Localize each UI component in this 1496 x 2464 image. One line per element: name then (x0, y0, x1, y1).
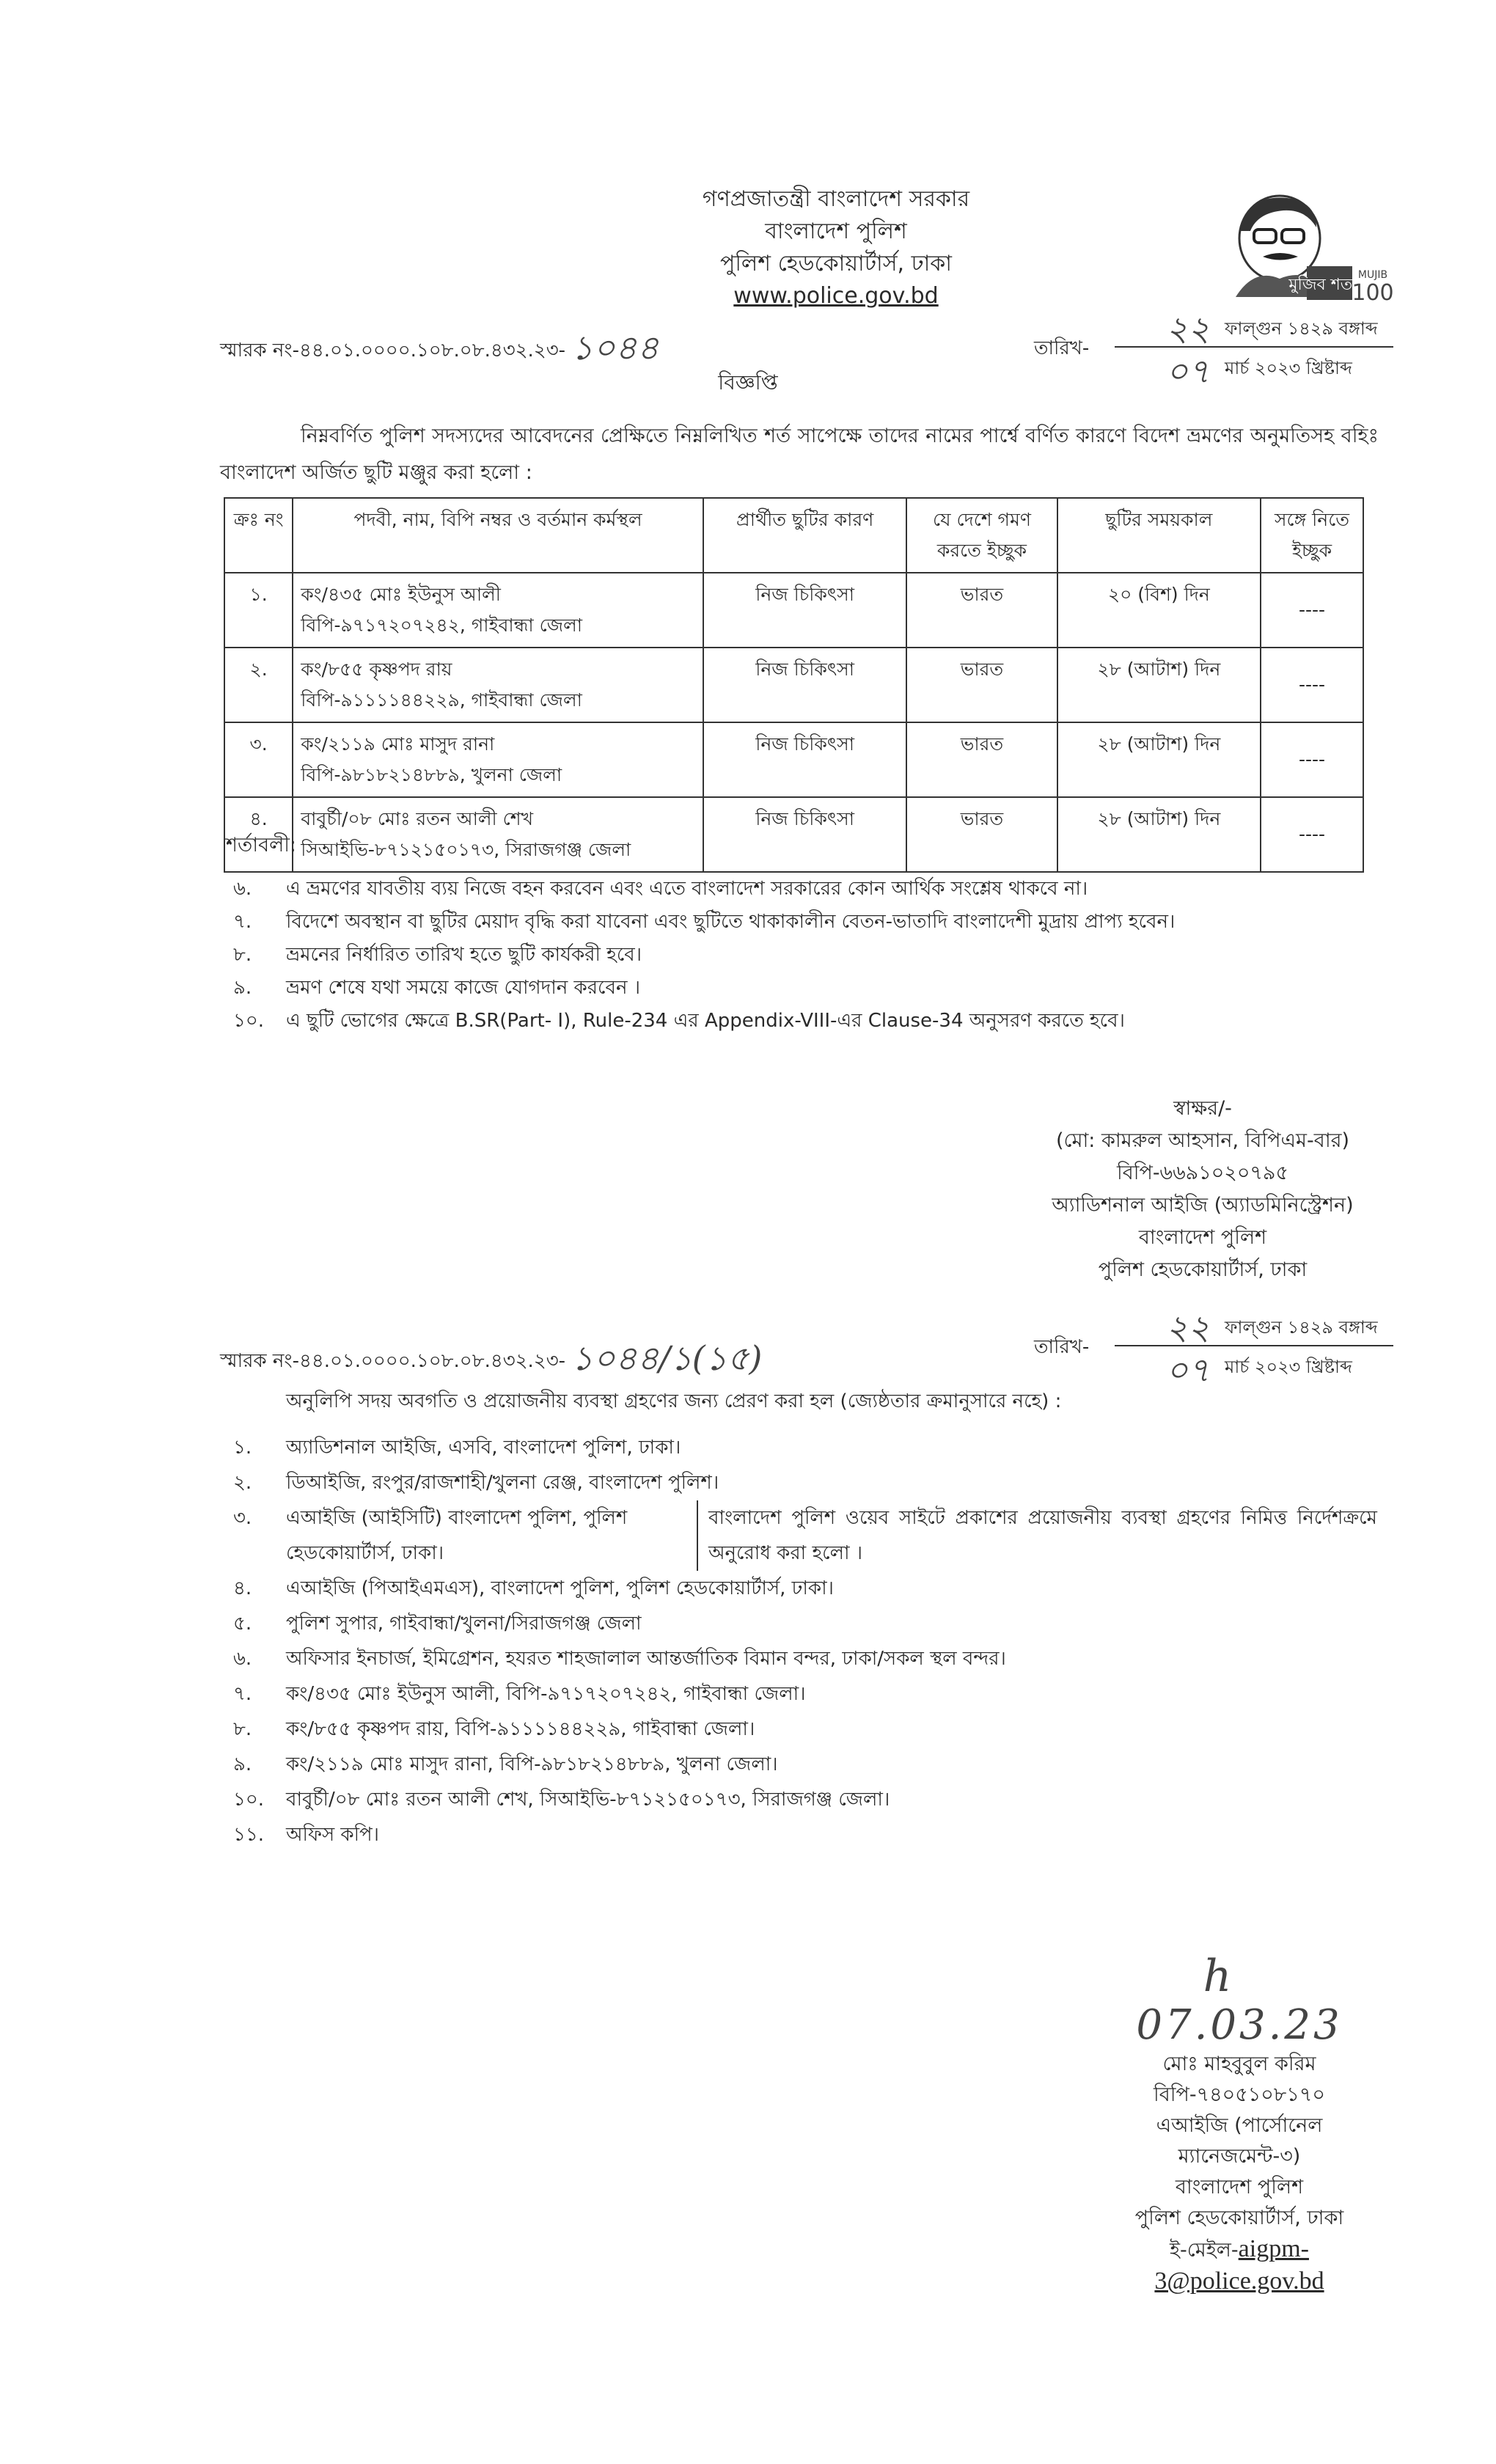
copy-text: কং/৮৫৫ কৃষ্ণপদ রায়, বিপি-৯১১১১৪৪২২৯, গাইবান্ধা জেলা। (286, 1718, 755, 1740)
copy-text: অফিস কপি। (286, 1824, 379, 1846)
email-link[interactable]: aigpm-3@police.gov.bd (1154, 2235, 1324, 2295)
cell-companion: ---- (1261, 722, 1363, 797)
cell-duration: ২৮ (আটাশ) দিন (1057, 722, 1261, 797)
copy-text: অ্যাডিশনাল আইজি, এসবি, বাংলাদেশ পুলিশ, ঢাকা। (286, 1437, 681, 1459)
cell-duration: ২৮ (আটাশ) দিন (1057, 797, 1261, 872)
copy-intro: অনুলিপি সদয় অবগতি ও প্রয়োজনীয় ব্যবস্থা গ্রহণের জন্য প্রেরণ করা হল (জ্যেষ্ঠতার ক্রমানুসারে নহে) : (286, 1390, 1062, 1412)
condition-item (233, 873, 1377, 906)
table-row (224, 797, 1363, 872)
condition-item (233, 1005, 1377, 1038)
copy-number: ১১. (233, 1824, 265, 1846)
cell-reason: নিজ চিকিৎসা (703, 797, 906, 872)
memo-number-copy (220, 1333, 762, 1389)
copy-note: বাংলাদেশ পুলিশ ওয়েব সাইটে প্রকাশের প্রয়োজনীয় ব্যবস্থা গ্রহণের নিমিত্ত নির্দেশক্রমে অনুরোধ করা হলো । (708, 1507, 1377, 1564)
copy-number: ৫. (233, 1613, 252, 1635)
signature-block-secondary (1100, 1951, 1379, 2298)
signature-block-primary (1012, 1093, 1393, 1286)
english-day-handwritten: ০৭ (1166, 1350, 1210, 1390)
signed-mark: স্বাক্ষর/- (1173, 1097, 1232, 1120)
letterhead (572, 183, 1100, 312)
cell-serial: ২. (224, 648, 293, 722)
copy-text: পুলিশ সুপার, গাইবান্ধা/খুলনা/সিরাজগঞ্জ জেলা (286, 1613, 642, 1635)
cell-reason: নিজ চিকিৎসা (703, 573, 906, 648)
officer-bp-station: বিপি-৯৭১৭২০৭২৪২, গাইবান্ধা জেলা (301, 615, 583, 636)
signatory-name: মোঃ মাহবুবুল করিম (1162, 2053, 1316, 2075)
copy-item (233, 1641, 1377, 1676)
copy-text: কং/২১১৯ মোঃ মাসুদ রানা, বিপি-৯৮১৮২১৪৮৮৯, খুলনা জেলা। (286, 1753, 778, 1775)
english-month-year: মার্চ ২০২৩ খ্রিষ্টাব্দ (1225, 358, 1352, 378)
copy-number: ৩. (233, 1507, 252, 1529)
svg-text:মুজিব শতবর্ষ: মুজিব শতবর্ষ (1288, 276, 1371, 294)
copy-item (233, 1465, 1377, 1500)
cell-duration: ২০ (বিশ) দিন (1057, 573, 1261, 648)
condition-text: ভ্রমণ শেষে যথা সময়ে কাজে যোগদান করবেন । (286, 977, 641, 999)
condition-number: ১০. (233, 1010, 265, 1032)
condition-text: ভ্রমনের নির্ধারিত তারিখ হতে ছুটি কার্যকরী হবে। (286, 944, 642, 966)
condition-number: ৭. (233, 911, 252, 933)
officer-name: কং/৮৫৫ কৃষ্ণপদ রায় (301, 659, 452, 680)
copy-text: বাবুর্চী/০৮ মোঃ রতন আলী শেখ, সিআইভি-৮৭১২১৫০১৭৩, সিরাজগঞ্জ জেলা। (286, 1789, 890, 1811)
condition-item (233, 939, 1377, 972)
bengali-month-year: ফাল্গুন ১৪২৯ বঙ্গাব্দ (1225, 318, 1378, 339)
english-day-handwritten: ০৭ (1166, 351, 1210, 391)
bengali-day-handwritten: ২২ (1166, 309, 1210, 348)
copy-number: ৭. (233, 1683, 252, 1705)
officer-name: বাবুর্চী/০৮ মোঃ রতন আলী শেখ (301, 808, 534, 829)
column-header: প্রার্থীত ছুটির কারণ (703, 498, 906, 573)
signatory-office: পুলিশ হেডকোয়ার্টার্স, ঢাকা (1098, 1258, 1308, 1281)
copy-number: ১. (233, 1437, 252, 1459)
english-month-year: মার্চ ২০২৩ খ্রিষ্টাব্দ (1225, 1357, 1352, 1377)
condition-number: ৮. (233, 944, 252, 966)
cell-companion: ---- (1261, 648, 1363, 722)
government-name: গণপ্রজাতন্ত্রী বাংলাদেশ সরকার (702, 186, 970, 212)
signatory-email-line (1100, 2234, 1379, 2298)
copy-text: এআইজি (আইসিটি) বাংলাদেশ পুলিশ, পুলিশ হেডকোয়ার্টার্স, ঢাকা। (286, 1500, 698, 1571)
officer-name: কং/৪৩৫ মোঃ ইউনুস আলী (301, 584, 501, 605)
copy-item (233, 1782, 1377, 1817)
table-row (224, 722, 1363, 797)
signatory-name: (মো: কামরুল আহসান, বিপিএম-বার) (1055, 1129, 1350, 1152)
copy-number: ১০. (233, 1789, 265, 1811)
table-header-row (224, 498, 1363, 573)
date-divider (1115, 1345, 1393, 1346)
column-header: সঙ্গে নিতে ইচ্ছুক (1261, 498, 1363, 573)
bengali-day-handwritten: ২২ (1166, 1308, 1210, 1347)
copy-text: অফিসার ইনচার্জ, ইমিগ্রেশন, হযরত শাহজালাল আন্তর্জাতিক বিমান বন্দর, ঢাকা/সকল স্থল বন্দর। (286, 1648, 1006, 1670)
copy-number: ২. (233, 1472, 252, 1494)
signatory-org: বাংলাদেশ পুলিশ (1175, 2176, 1304, 2199)
copy-text: এআইজি (পিআইএমএস), বাংলাদেশ পুলিশ, পুলিশ হেডকোয়ার্টার্স, ঢাকা। (286, 1577, 834, 1599)
notice-title: বিজ্ঞপ্তি (718, 370, 778, 395)
cell-officer (293, 797, 703, 872)
column-header: যে দেশে গমণ করতে ইচ্ছুক (906, 498, 1057, 573)
cell-officer (293, 722, 703, 797)
cell-country: ভারত (906, 573, 1057, 648)
table-row (224, 648, 1363, 722)
cell-reason: নিজ চিকিৎসা (703, 648, 906, 722)
intro-paragraph: নিম্নবর্ণিত পুলিশ সদস্যদের আবেদনের প্রেক্ষিতে নিম্নলিখিত শর্ত সাপেক্ষে তাদের নামের পার্শ্বে বর্ণিত কারণে বিদেশ ভ্রমণের অনুমতিসহ বহিঃ বাংলাদেশ অর্জিত ছুটি মঞ্জুর করা হলো : (220, 425, 1379, 484)
conditions-title: শর্তাবলী: (226, 834, 297, 857)
signatory-office: পুলিশ হেডকোয়ার্টার্স, ঢাকা (1134, 2207, 1344, 2229)
signatory-bp: বিপি-৬৬৯১০২০৭৯৫ (1117, 1162, 1288, 1184)
handwritten-initial: h (1203, 1951, 1232, 2002)
copy-item (233, 1817, 1377, 1852)
email-label: ই-মেইল- (1170, 2239, 1239, 2262)
conditions-list (233, 873, 1377, 1038)
bengali-month-year: ফাল্গুন ১৪২৯ বঙ্গাব্দ (1225, 1317, 1378, 1338)
cell-serial: ৩. (224, 722, 293, 797)
officer-name: কং/২১১৯ মোঃ মাসুদ রানা (301, 733, 495, 755)
cell-serial: ১. (224, 573, 293, 648)
officer-bp-station: সিআইভি-৮৭১২১৫০১৭৩, সিরাজগঞ্জ জেলা (301, 839, 631, 860)
cell-duration: ২৮ (আটাশ) দিন (1057, 648, 1261, 722)
memo-handwritten-number: ১০৪৪/১(১৫) (571, 1338, 763, 1378)
signatory-bp: বিপি-৭৪০৫১০৮১৭০ (1154, 2083, 1325, 2106)
office-name: পুলিশ হেডকোয়ার্টার্স, ঢাকা (719, 251, 952, 276)
officer-bp-station: বিপি-৯১১১১৪৪২২৯, গাইবান্ধা জেলা (301, 689, 582, 711)
column-header: ছুটির সময়কাল (1057, 498, 1261, 573)
copy-text: ডিআইজি, রংপুর/রাজশাহী/খুলনা রেঞ্জ, বাংলাদেশ পুলিশ। (286, 1472, 719, 1494)
svg-text:MUJIB: MUJIB (1357, 269, 1388, 281)
memo-handwritten-number: ১০৪৪ (571, 328, 659, 367)
copy-number: ৮. (233, 1718, 252, 1740)
cell-companion: ---- (1261, 797, 1363, 872)
condition-text: বিদেশে অবস্থান বা ছুটির মেয়াদ বৃদ্ধি করা যাবেনা এবং ছুটিতে থাকাকালীন বেতন-ভাতাদি বাংলাদেশী মুদ্রায় প্রাপ্য হবেন। (286, 911, 1176, 933)
cell-officer (293, 573, 703, 648)
copy-text: কং/৪৩৫ মোঃ ইউনুস আলী, বিপি-৯৭১৭২০৭২৪২, গাইবান্ধা জেলা। (286, 1683, 806, 1705)
signatory-designation: এআইজি (পার্সোনেল ম্যানেজমেন্ট-৩) (1156, 2114, 1323, 2168)
cell-officer (293, 648, 703, 722)
copy-number: ৪. (233, 1577, 252, 1599)
copy-number: ৬. (233, 1648, 252, 1670)
copy-item (233, 1676, 1377, 1712)
copy-item (233, 1606, 1377, 1641)
mujib-100-logo-icon (1217, 187, 1393, 304)
condition-item (233, 906, 1377, 939)
leave-table (224, 497, 1364, 873)
cell-country: ভারত (906, 722, 1057, 797)
copy-item (233, 1500, 1377, 1571)
condition-number: ৯. (233, 977, 252, 999)
condition-text: এ ভ্রমণের যাবতীয় ব্যয় নিজে বহন করবেন এবং এতে বাংলাদেশ সরকারের কোন আর্থিক সংশ্লেষ থাকবে না। (286, 878, 1088, 900)
memo-prefix: স্মারক নং-৪৪.০১.০০০০.১০৮.০৮.৪৩২.২৩- (220, 340, 565, 362)
cell-serial: ৪. (224, 797, 293, 872)
copy-item (233, 1712, 1377, 1747)
column-header: পদবী, নাম, বিপি নম্বর ও বর্তমান কর্মস্থল (293, 498, 703, 573)
date-label: তারিখ- (1034, 337, 1090, 359)
cell-companion: ---- (1261, 573, 1363, 648)
department-name: বাংলাদেশ পুলিশ (765, 219, 907, 244)
copy-number: ৯. (233, 1753, 252, 1775)
date-divider (1115, 346, 1393, 348)
signatory-designation: অ্যাডিশনাল আইজি (অ্যাডমিনিস্ট্রেশন) (1052, 1194, 1354, 1217)
copy-recipient-list (233, 1430, 1377, 1852)
svg-text:100: 100 (1352, 280, 1393, 304)
memo-prefix: স্মারক নং-৪৪.০১.০০০০.১০৮.০৮.৪৩২.২৩- (220, 1350, 565, 1372)
copy-item (233, 1747, 1377, 1782)
officer-bp-station: বিপি-৯৮১৮২১৪৮৮৯, খুলনা জেলা (301, 764, 562, 785)
table-row (224, 573, 1363, 648)
cell-country: ভারত (906, 797, 1057, 872)
copy-item (233, 1430, 1377, 1465)
date-label: তারিখ- (1034, 1336, 1090, 1358)
signatory-org: বাংলাদেশ পুলিশ (1138, 1226, 1267, 1249)
condition-item (233, 972, 1377, 1005)
cell-reason: নিজ চিকিৎসা (703, 722, 906, 797)
copy-item (233, 1571, 1377, 1606)
handwritten-date: 07.03.23 (1136, 2001, 1343, 2049)
website-link[interactable]: www.police.gov.bd (733, 283, 939, 309)
condition-number: ৬. (233, 878, 252, 900)
condition-text: এ ছুটি ভোগের ক্ষেত্রে B.SR(Part- I), Rule-234 এর Appendix-VIII-এর Clause-34 অনুসরণ করতে হবে। (286, 1010, 1125, 1032)
cell-country: ভারত (906, 648, 1057, 722)
column-header: ক্রঃ নং (224, 498, 293, 573)
date-block-copy (1034, 1305, 1386, 1390)
